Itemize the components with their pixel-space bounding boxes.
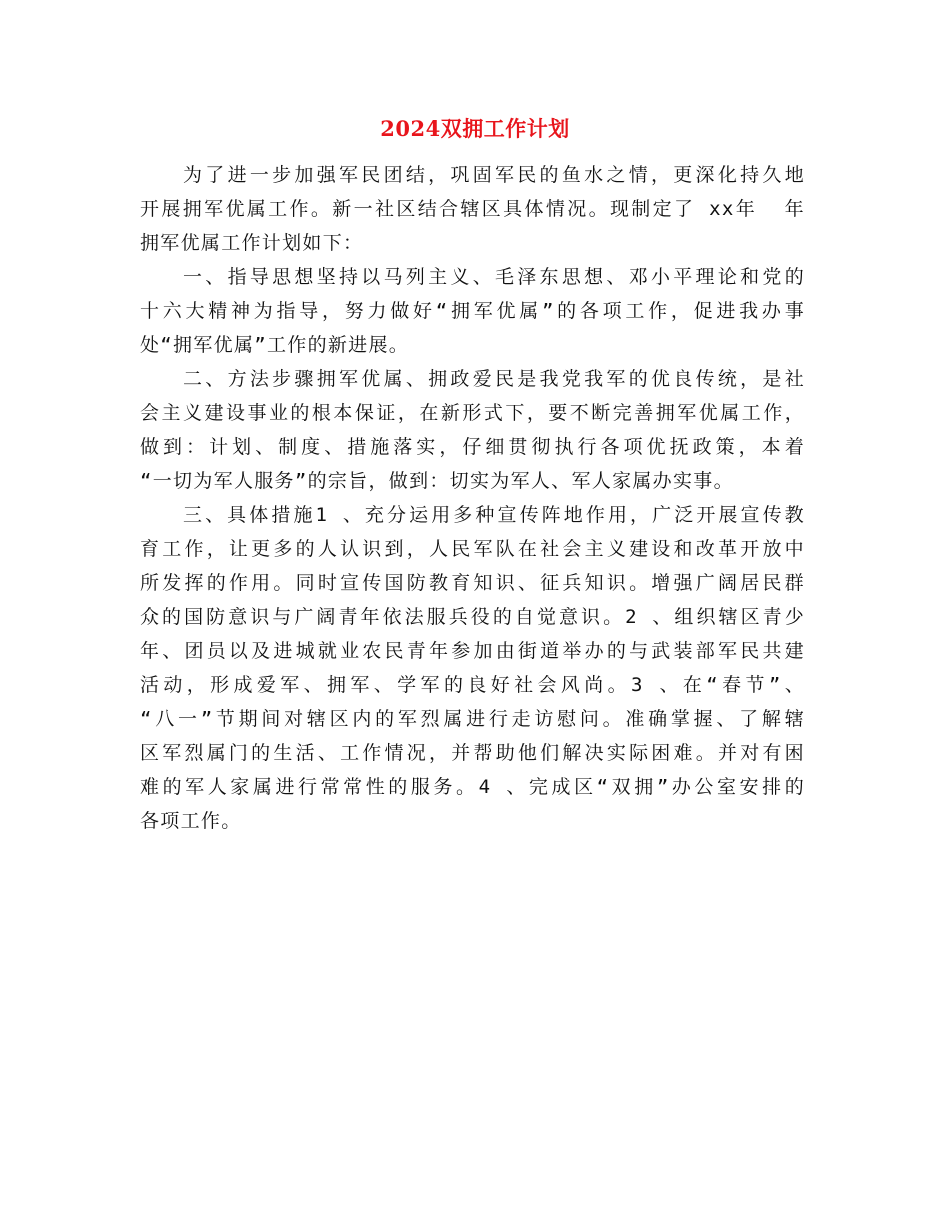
paragraph-3-line-4: “一切为军人服务”的宗旨，做到：切实为军人、军人家属办实事。: [140, 470, 734, 492]
paragraph-2-line-1: 一、指导思想坚持以马列主义、毛泽东思想、邓小平理论和党的: [183, 266, 805, 288]
paragraph-4-line-1: 三、具体措施1 、充分运用多种宣传阵地作用，广泛开展宣传教: [183, 504, 805, 526]
paragraph-2-line-3: 处“拥军优属”工作的新进展。: [140, 334, 410, 356]
paragraph-4-line-7: “八一”节期间对辖区内的军烈属进行走访慰问。准确掌握、了解辖: [140, 708, 805, 730]
paragraph-4-line-8: 区军烈属门的生活、工作情况，并帮助他们解决实际困难。并对有困: [140, 742, 805, 764]
paragraph-3-line-3: 做到：计划、制度、措施落实，仔细贯彻执行各项优抚政策，本着: [140, 436, 805, 458]
paragraph-3-line-1: 二、方法步骤拥军优属、拥政爱民是我党我军的优良传统，是社: [183, 368, 805, 390]
document-title: 2024双拥工作计划: [380, 116, 570, 141]
paragraph-4-line-5: 年、团员以及进城就业农民青年参加由街道举办的与武装部军民共建: [140, 640, 805, 662]
paragraph-4-line-3: 所发挥的作用。同时宣传国防教育知识、征兵知识。增强广阔居民群: [140, 572, 805, 594]
paragraph-4-line-2: 育工作，让更多的人认识到，人民军队在社会主义建设和改革开放中: [140, 538, 805, 560]
paragraph-2-line-2: 十六大精神为指导，努力做好“拥军优属”的各项工作，促进我办事: [140, 300, 805, 322]
paragraph-4-line-10: 各项工作。: [140, 810, 242, 832]
paragraph-4-line-9: 难的军人家属进行常常性的服务。4 、完成区“双拥”办公室安排的: [140, 776, 805, 798]
paragraph-4-line-6: 活动，形成爱军、拥军、学军的良好社会风尚。3 、在“春节”、: [140, 674, 805, 696]
paragraph-4-line-4: 众的国防意识与广阔青年依法服兵役的自觉意识。2 、组织辖区青少: [140, 606, 805, 628]
paragraph-3-line-2: 会主义建设事业的根本保证，在新形式下，要不断完善拥军优属工作，: [140, 402, 805, 424]
paragraph-1-line-3: 拥军优属工作计划如下：: [140, 232, 364, 254]
document-body: [140, 158, 805, 838]
paragraph-1-line-2: 开展拥军优属工作。新一社区结合辖区具体情况。现制定了 xx年 年: [140, 198, 805, 220]
paragraph-1-line-1: 为了进一步加强军民团结，巩固军民的鱼水之情，更深化持久地: [183, 164, 805, 186]
